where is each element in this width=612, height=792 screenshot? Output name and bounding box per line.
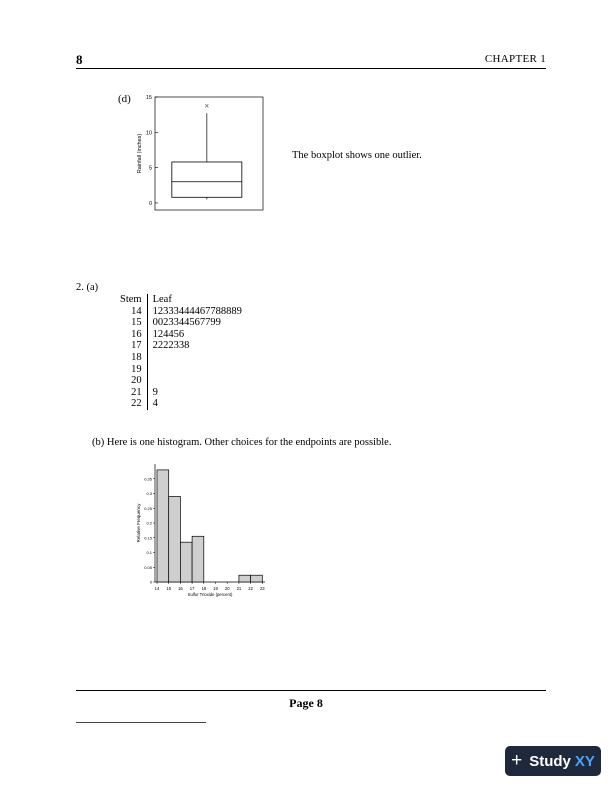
stem-value: 18 — [131, 351, 142, 363]
histogram-bar — [192, 536, 204, 582]
x-tick-label: 15 — [166, 586, 172, 591]
y-tick-label: 5 — [148, 165, 152, 172]
stem-leaf-row — [120, 306, 246, 318]
y-tick-label: 15 — [145, 95, 152, 101]
leaf-value: 0023344567799 — [147, 317, 246, 329]
page-number: 8 — [76, 52, 83, 67]
y-tick-label: 0.35 — [144, 476, 152, 482]
chapter-title: CHAPTER 1 — [484, 53, 546, 65]
x-tick-label: 14 — [154, 586, 160, 591]
stem-value: 20 — [131, 375, 142, 387]
stem-value: 14 — [131, 305, 142, 317]
leaf-value: 9 — [147, 387, 246, 399]
part-b-note: (b) Here is one histogram. Other choices for the endpoints are possible. — [92, 437, 392, 448]
stem-value: 15 — [131, 317, 142, 329]
histogram-bar — [239, 575, 251, 582]
plus-icon: + — [511, 750, 523, 771]
stem-value: 17 — [131, 340, 142, 352]
y-tick-label: 0.3 — [146, 491, 152, 496]
leaf-value: 124456 — [147, 329, 246, 341]
outlier-note: The boxplot shows one outlier. — [292, 150, 422, 161]
y-tick-label: 0.15 — [144, 535, 152, 541]
header-rule — [76, 68, 546, 69]
leaf-value — [147, 364, 246, 376]
y-tick-label: 0.05 — [144, 564, 152, 570]
boxplot-chart — [130, 90, 270, 215]
page-footer-label: Page 8 — [289, 696, 323, 710]
histogram-bar — [251, 575, 263, 582]
stem-header: Stem — [120, 294, 142, 305]
stem-leaf-plot — [120, 294, 246, 410]
stem-leaf-row — [120, 398, 246, 410]
stem-leaf-header — [120, 294, 246, 306]
x-tick-label: 17 — [189, 586, 195, 591]
histogram-bar — [180, 542, 192, 582]
stem-leaf-row — [120, 317, 246, 329]
x-axis-label: Sulfur Trioxide (percent) — [187, 592, 233, 597]
y-tick-label: 0.1 — [146, 550, 152, 555]
outlier-marker: × — [204, 101, 210, 111]
leaf-value — [147, 375, 246, 387]
stem-leaf-row — [120, 387, 246, 399]
leaf-value: 2222338 — [147, 340, 246, 352]
y-tick-label: 0 — [148, 200, 152, 207]
y-axis-label: Relative Frequency — [136, 503, 141, 543]
leaf-value: 4 — [147, 398, 246, 410]
x-tick-label: 21 — [236, 586, 242, 591]
histogram-bar — [169, 496, 181, 582]
stem-leaf-row — [120, 364, 246, 376]
x-tick-label: 22 — [248, 586, 253, 591]
question-2-label: 2. (a) — [76, 282, 99, 293]
brand-accent: XY — [574, 752, 595, 770]
x-tick-label: 23 — [259, 586, 265, 591]
histogram-chart — [130, 462, 280, 612]
x-tick-label: 20 — [224, 586, 230, 591]
footer-rule — [76, 690, 546, 691]
stem-leaf-row — [120, 375, 246, 387]
stem-leaf-row — [120, 340, 246, 352]
y-tick-label: 0.2 — [146, 520, 152, 526]
y-tick-label: 0 — [149, 579, 152, 585]
leaf-value: 12333444467788889 — [147, 306, 246, 318]
y-tick-label: 0.25 — [144, 505, 152, 511]
x-tick-label: 19 — [213, 586, 218, 591]
stem-value: 22 — [131, 398, 142, 410]
stem-value: 16 — [131, 328, 142, 340]
x-tick-label: 18 — [201, 586, 207, 591]
leaf-header: Leaf — [147, 294, 246, 306]
stem-value: 19 — [131, 363, 142, 375]
stem-leaf-row — [120, 329, 246, 341]
stem-value: 21 — [131, 386, 142, 398]
y-tick-label: 10 — [145, 130, 152, 137]
brand-name: Study — [529, 752, 571, 770]
histogram-bar — [157, 470, 169, 582]
y-axis-label: Rainfall (inches) — [137, 133, 143, 174]
iqr-box — [172, 162, 242, 197]
x-tick-label: 16 — [178, 586, 183, 591]
part-d-label: (d) — [118, 93, 131, 105]
leaf-value — [147, 352, 246, 364]
studyxy-badge[interactable] — [505, 746, 601, 776]
stem-leaf-row — [120, 352, 246, 364]
footnote-rule — [76, 722, 206, 723]
